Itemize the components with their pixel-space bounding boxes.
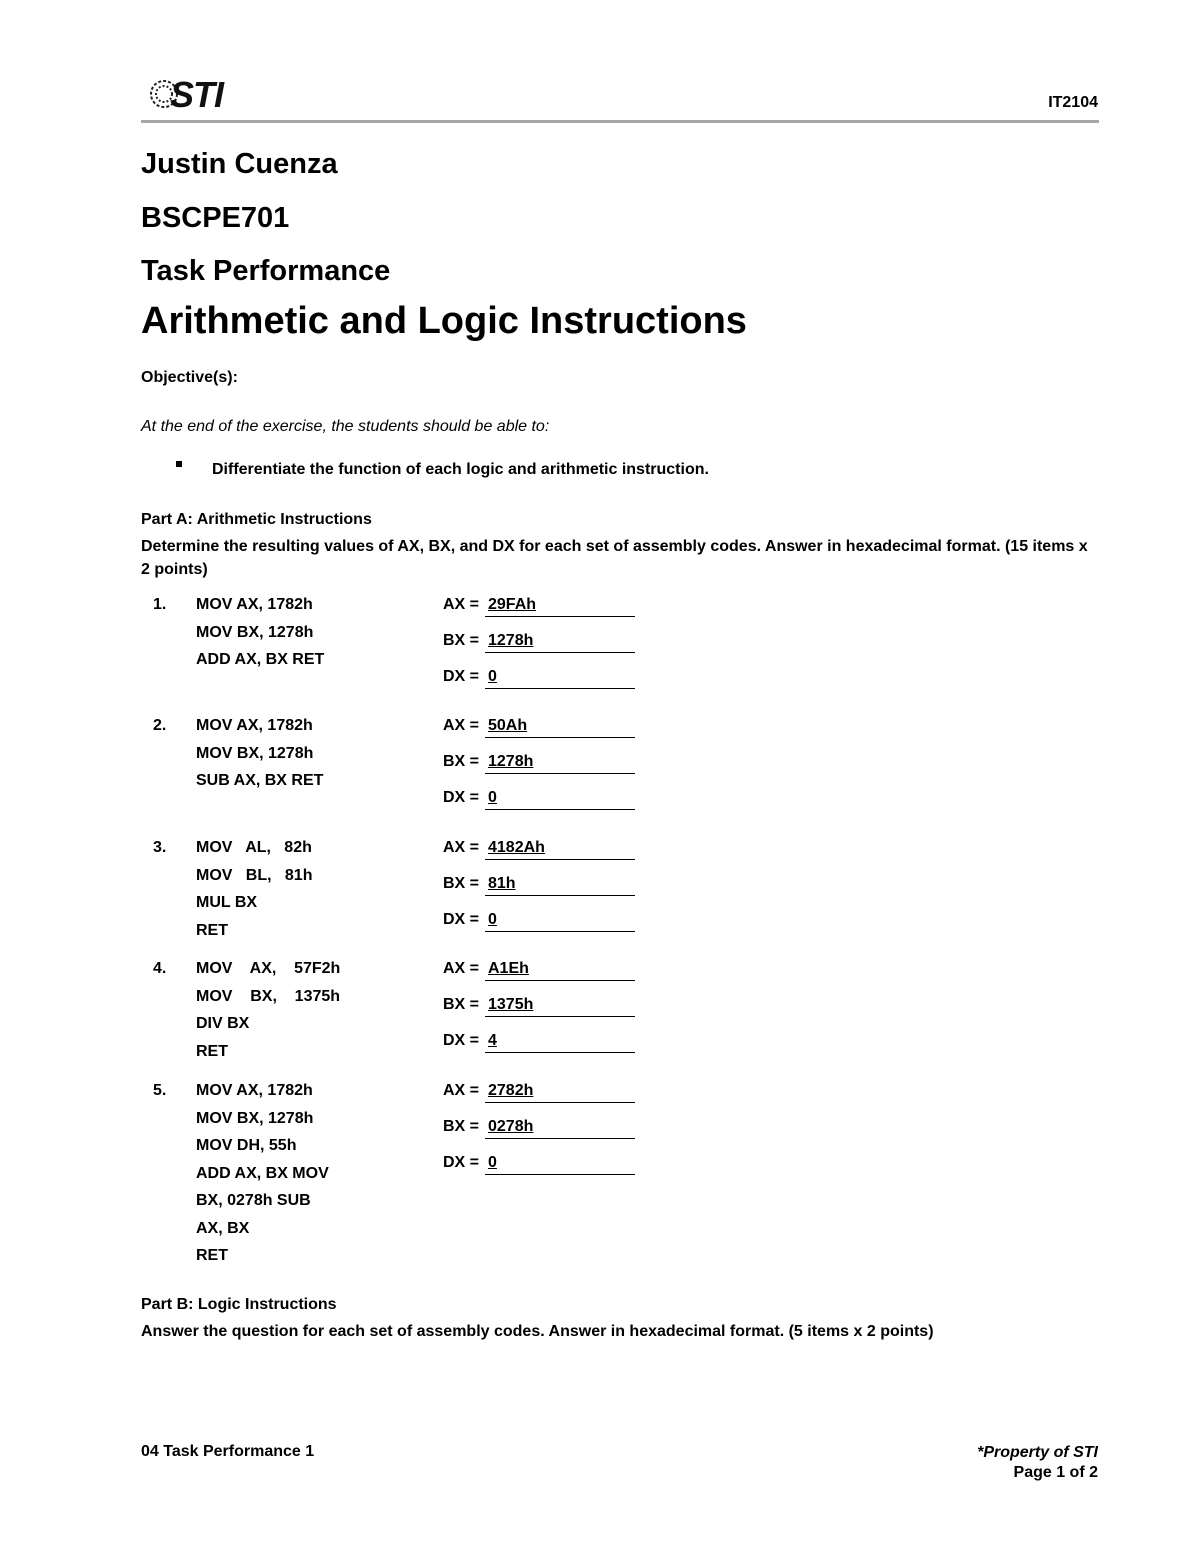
- student-section: BSCPE701: [141, 202, 290, 234]
- item-number: 4.: [153, 960, 167, 977]
- property-notice: *Property of STI: [977, 1444, 1098, 1461]
- page-number: Page 1 of 2: [1013, 1464, 1098, 1481]
- part-b-title: Part B: Logic Instructions: [141, 1296, 337, 1313]
- item-number: 5.: [153, 1082, 167, 1099]
- answer-label: AX =: [443, 960, 480, 977]
- course-code: IT2104: [1048, 94, 1098, 111]
- sti-logo: [150, 74, 240, 114]
- code-line: SUB AX, BX RET: [196, 772, 324, 789]
- answer-ax: [443, 717, 635, 739]
- answer-label: DX =: [443, 1032, 480, 1049]
- page-title: Arithmetic and Logic Instructions: [141, 300, 747, 342]
- code-line: ADD AX, BX MOV: [196, 1164, 329, 1182]
- assembly-code: [196, 1077, 329, 1270]
- answer-dx: [443, 789, 635, 811]
- code-line: MOV BX, 1278h: [196, 744, 314, 762]
- code-line: MOV BX, 1278h: [196, 623, 314, 641]
- assembly-code: [196, 955, 340, 1065]
- code-line: DIV BX: [196, 1015, 250, 1032]
- answer-value: 2782h: [488, 1082, 534, 1099]
- answer-value: 4: [488, 1032, 497, 1049]
- footer-doc-label: 04 Task Performance 1: [141, 1443, 315, 1460]
- answer-value: 1278h: [488, 632, 534, 649]
- answer-label: BX =: [443, 1118, 480, 1135]
- code-line: MOV AL, 82h: [196, 839, 312, 856]
- part-b-description: Answer the question for each set of assembly codes. Answer in hexadecimal format. (5 items x 2 points): [141, 1323, 934, 1340]
- answer-dx: [443, 911, 635, 933]
- code-line: AX, BX: [196, 1219, 250, 1237]
- code-line: MOV AX, 57F2h: [196, 960, 341, 977]
- code-line: MOV AX, 1782h: [196, 1082, 313, 1099]
- answer-value: 0278h: [488, 1118, 534, 1135]
- answer-value: 29FAh: [488, 596, 537, 613]
- code-line: ADD AX, BX RET: [196, 651, 325, 668]
- answer-dx: [443, 668, 635, 690]
- code-line: MOV BL, 81h: [196, 866, 313, 884]
- answer-ax: [443, 839, 635, 861]
- answer-label: BX =: [443, 753, 480, 770]
- item-number: 3.: [153, 839, 167, 856]
- objectives-label: Objective(s):: [141, 369, 238, 386]
- answer-ax: [443, 960, 635, 982]
- answer-value: 4182Ah: [488, 839, 545, 856]
- answer-bx: [443, 1118, 635, 1140]
- answer-bx: [443, 753, 635, 775]
- answer-ax: [443, 596, 635, 618]
- answer-bx: [443, 875, 635, 897]
- answer-label: DX =: [443, 789, 480, 806]
- answer-label: BX =: [443, 632, 480, 649]
- code-line: BX, 0278h SUB: [196, 1192, 311, 1209]
- answer-label: BX =: [443, 875, 480, 892]
- answer-value: 50Ah: [488, 717, 528, 734]
- objectives-intro: At the end of the exercise, the students should be able to:: [141, 418, 550, 435]
- assembly-code: [196, 591, 324, 674]
- answer-value: 0: [488, 911, 497, 928]
- answer-value: 0: [488, 1154, 497, 1171]
- answer-dx: [443, 1154, 635, 1176]
- student-name: Justin Cuenza: [141, 148, 338, 180]
- assembly-code: [196, 834, 312, 944]
- footer-right: [977, 1443, 1098, 1483]
- code-line: RET: [196, 921, 228, 939]
- code-line: RET: [196, 1247, 228, 1264]
- answer-ax: [443, 1082, 635, 1104]
- answer-label: DX =: [443, 1154, 480, 1171]
- answer-label: DX =: [443, 911, 480, 928]
- answer-bx: [443, 996, 635, 1018]
- item-number: 2.: [153, 717, 167, 734]
- answer-label: AX =: [443, 839, 480, 856]
- answer-value: 1375h: [488, 996, 534, 1013]
- code-line: MOV AX, 1782h: [196, 717, 313, 734]
- code-line: MOV AX, 1782h: [196, 596, 313, 613]
- logo-text: STI: [170, 74, 224, 115]
- part-a-title: Part A: Arithmetic Instructions: [141, 511, 372, 528]
- objective-bullet: Differentiate the function of each logic and arithmetic instruction.: [212, 461, 709, 478]
- part-a-description: Determine the resulting values of AX, BX, and DX for each set of assembly codes. Answer in hexadecimal format. (15 items x 2 points): [141, 538, 1088, 578]
- answer-value: 0: [488, 789, 497, 806]
- item-number: 1.: [153, 596, 167, 613]
- answer-dx: [443, 1032, 635, 1054]
- code-line: RET: [196, 1042, 228, 1060]
- answer-bx: [443, 632, 635, 654]
- answer-label: BX =: [443, 996, 480, 1013]
- code-line: MOV DH, 55h: [196, 1137, 297, 1154]
- assembly-code: [196, 712, 323, 795]
- answer-label: DX =: [443, 668, 480, 685]
- answer-value: 0: [488, 668, 497, 685]
- code-line: MOV BX, 1278h: [196, 1109, 314, 1127]
- answer-label: AX =: [443, 1082, 480, 1099]
- answer-label: AX =: [443, 596, 480, 613]
- answer-value: A1Eh: [488, 960, 529, 977]
- code-line: MUL BX: [196, 894, 258, 911]
- code-line: MOV BX, 1375h: [196, 987, 341, 1005]
- task-label: Task Performance: [141, 255, 391, 287]
- answer-label: AX =: [443, 717, 480, 734]
- header-divider: [141, 120, 1099, 123]
- answer-value: 1278h: [488, 753, 534, 770]
- bullet-square-icon: [176, 461, 182, 467]
- answer-value: 81h: [488, 875, 516, 892]
